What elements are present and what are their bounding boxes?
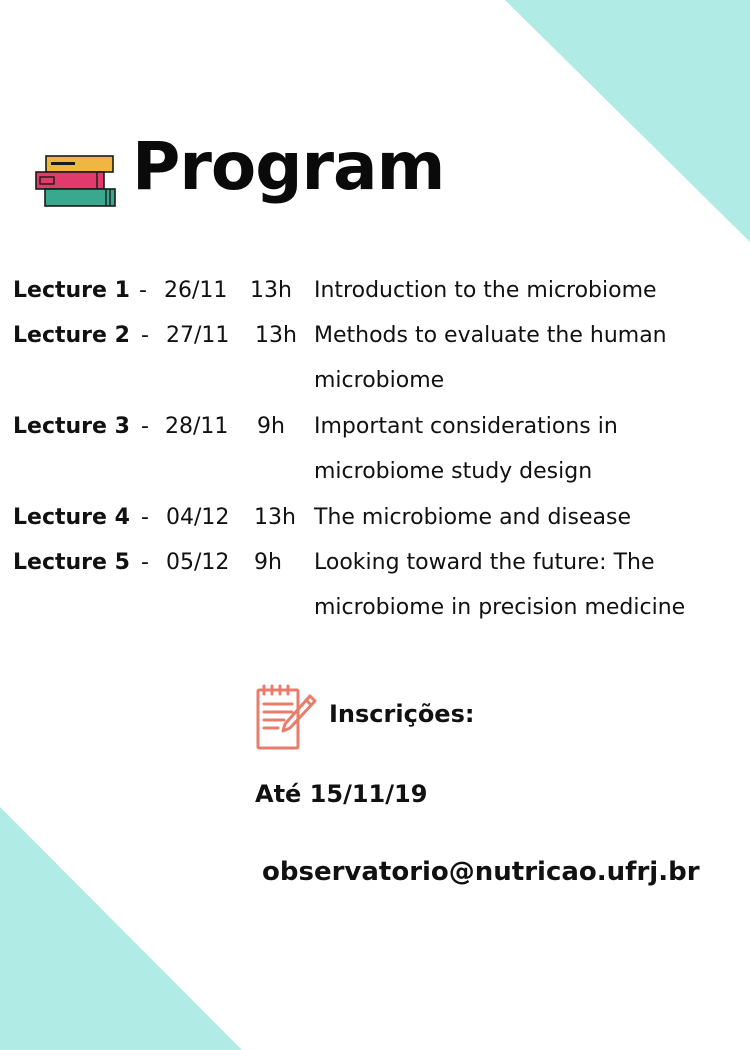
- lecture-topic: Methods to evaluate the human: [314, 323, 667, 348]
- lecture-separator: -: [139, 278, 147, 303]
- lecture-topic: The microbiome and disease: [314, 505, 632, 530]
- lecture-topic: Important considerations in: [314, 414, 618, 439]
- lecture-date: 28/11: [165, 414, 229, 439]
- lecture-time: 13h: [250, 278, 292, 303]
- lecture-topic: Introduction to the microbiome: [314, 278, 657, 303]
- lecture-row-2-continued: [0, 358, 750, 403]
- lecture-row-4: [0, 495, 750, 540]
- notepad-pencil-icon: [252, 684, 320, 752]
- lecture-date: 04/12: [166, 505, 230, 530]
- registration-email[interactable]: observatorio@nutricao.ufrj.br: [262, 857, 700, 887]
- lecture-date: 26/11: [164, 278, 228, 303]
- bottom-left-accent-triangle: [0, 807, 242, 1050]
- lecture-date: 05/12: [166, 550, 230, 575]
- lecture-time: 13h: [254, 505, 296, 530]
- lecture-topic-continued: microbiome: [314, 368, 445, 393]
- lecture-row-3: [0, 404, 750, 449]
- lecture-label: Lecture 5: [13, 550, 130, 575]
- registration-deadline: Até 15/11/19: [255, 780, 428, 808]
- lecture-label: Lecture 2: [13, 323, 130, 348]
- registration-label: Inscrições:: [329, 700, 475, 728]
- lecture-row-5-continued: [0, 585, 750, 630]
- lecture-time: 9h: [257, 414, 285, 439]
- lecture-row-2: [0, 313, 750, 358]
- lecture-date: 27/11: [166, 323, 230, 348]
- lecture-label: Lecture 3: [13, 414, 130, 439]
- top-right-accent-triangle: [505, 0, 750, 242]
- lecture-separator: -: [141, 505, 149, 530]
- lecture-time: 13h: [255, 323, 297, 348]
- lecture-row-1: [0, 268, 750, 313]
- lecture-separator: -: [141, 414, 149, 439]
- lecture-label: Lecture 1: [13, 278, 130, 303]
- lecture-topic-continued: microbiome in precision medicine: [314, 595, 686, 620]
- lecture-separator: -: [141, 323, 149, 348]
- lecture-row-3-continued: [0, 449, 750, 494]
- lecture-row-5: [0, 540, 750, 585]
- lecture-topic-continued: microbiome study design: [314, 459, 593, 484]
- lecture-topic: Looking toward the future: The: [314, 550, 655, 575]
- page-title: Program: [132, 128, 445, 205]
- lecture-separator: -: [141, 550, 149, 575]
- lecture-time: 9h: [254, 550, 282, 575]
- lecture-label: Lecture 4: [13, 505, 130, 530]
- books-icon: [34, 152, 118, 210]
